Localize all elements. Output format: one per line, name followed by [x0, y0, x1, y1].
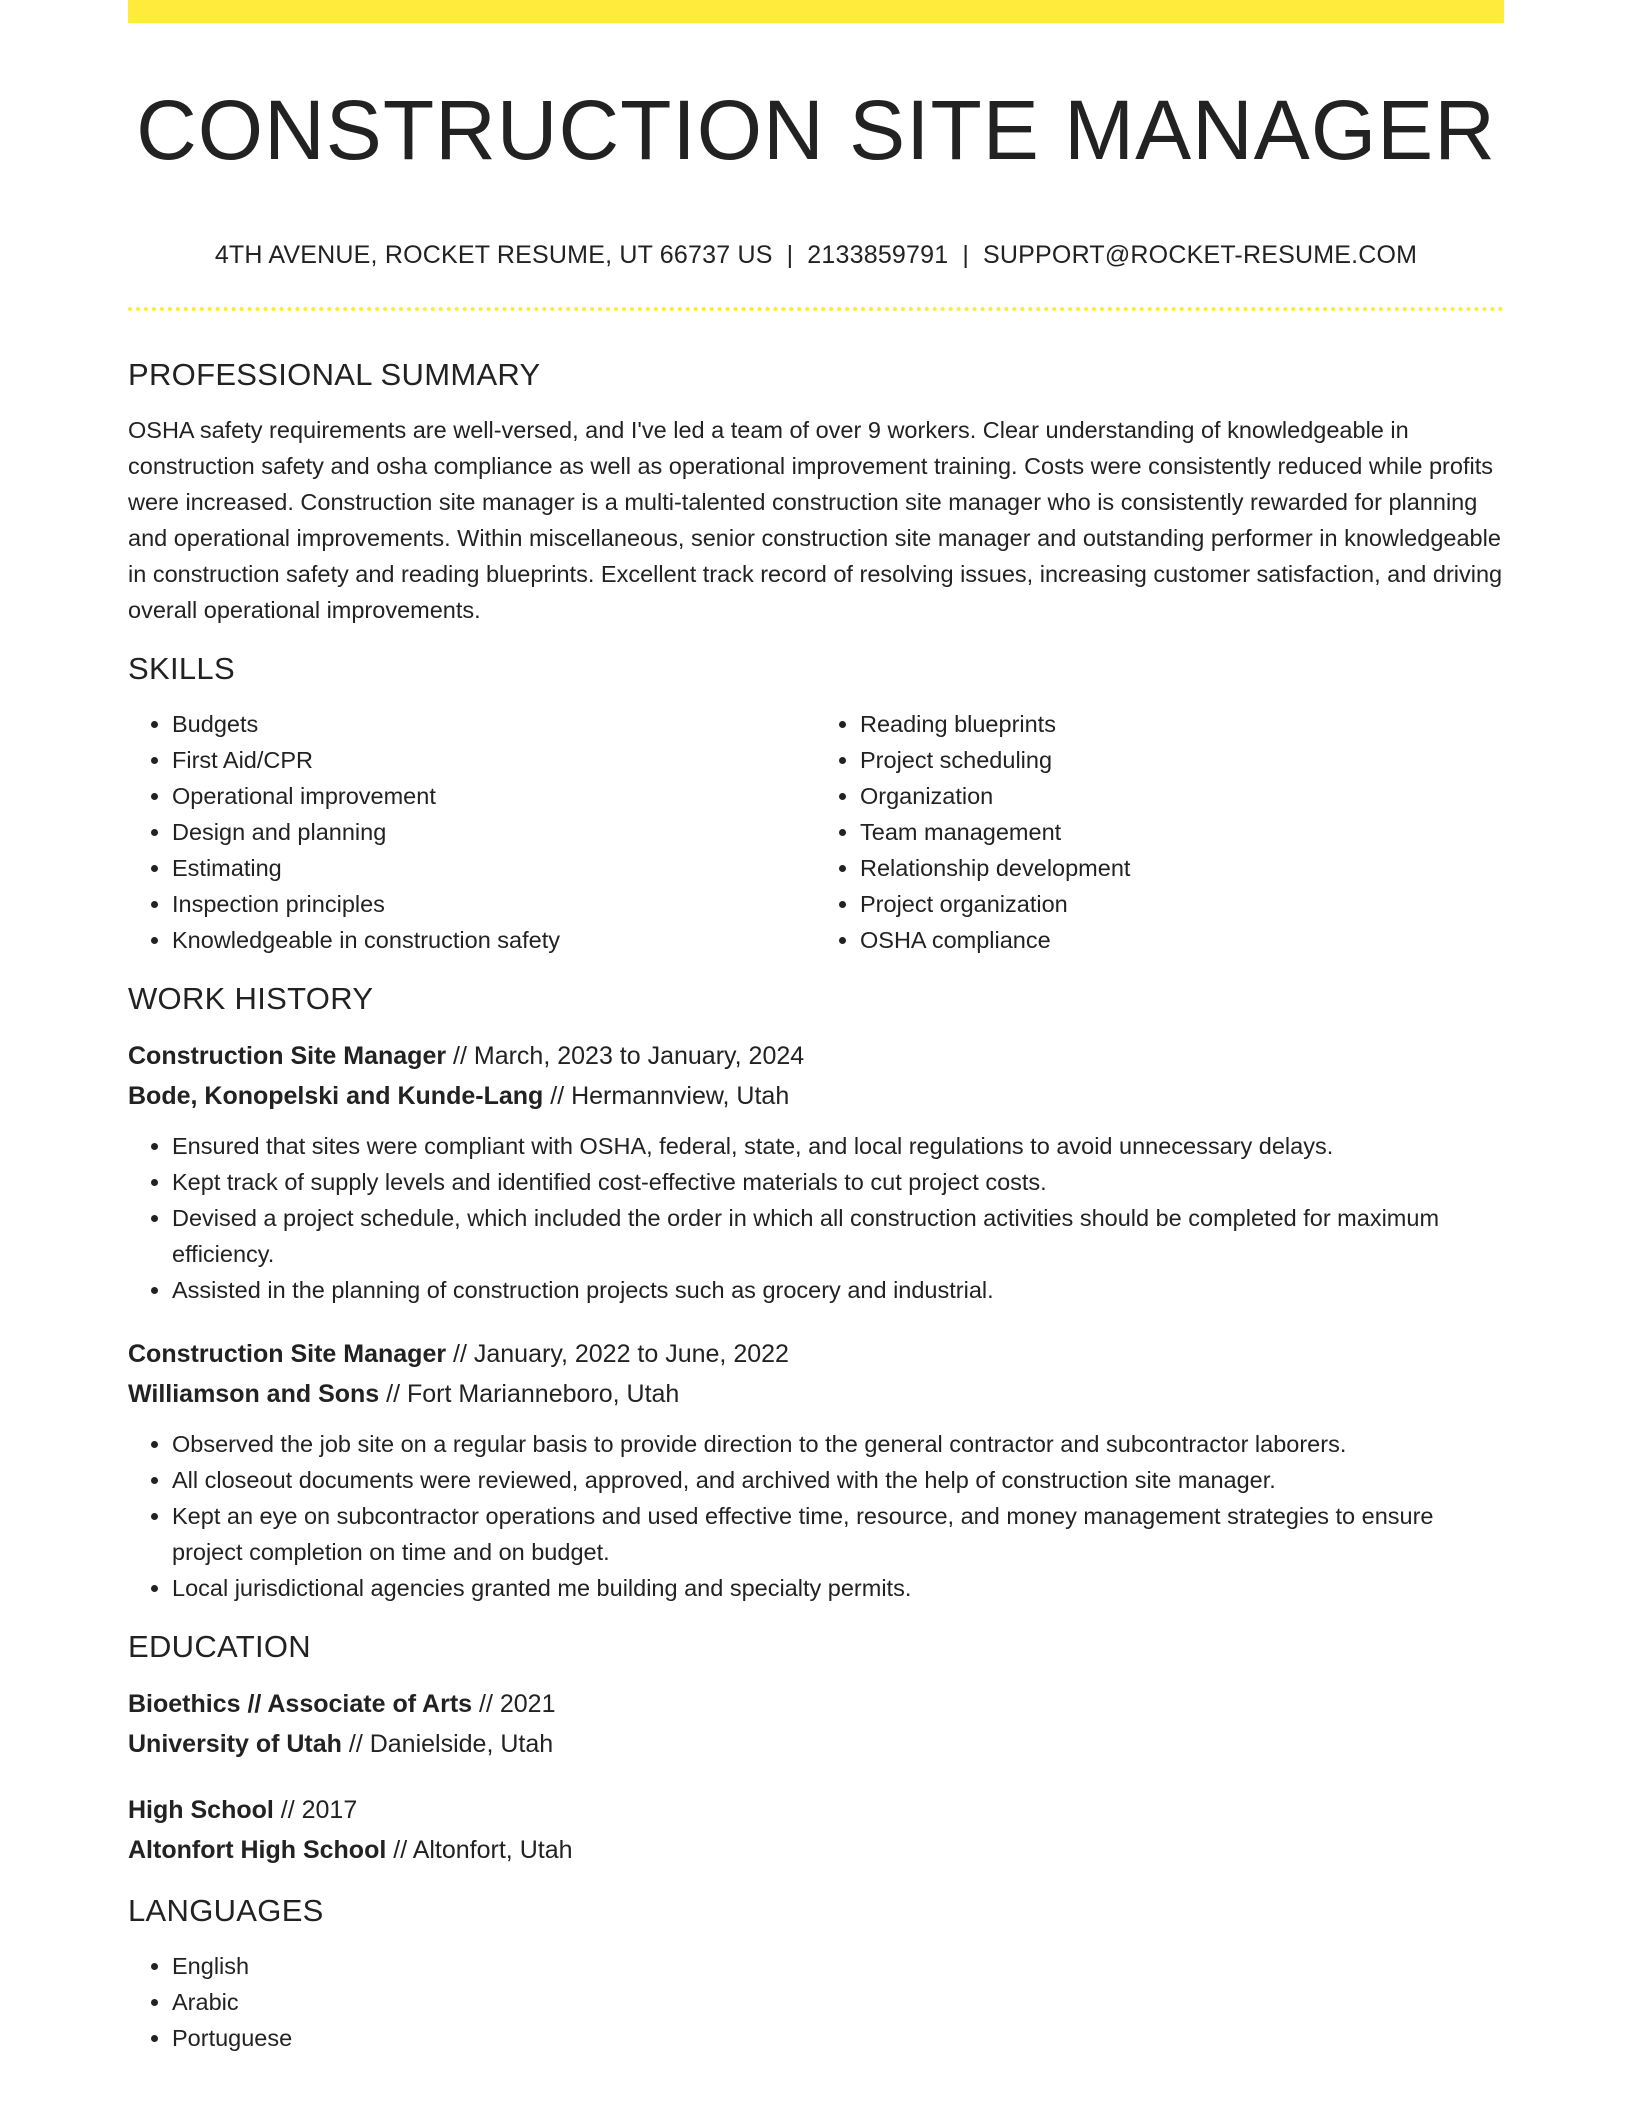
education-degree-line	[128, 1684, 1504, 1724]
skill-item: • Budgets	[172, 706, 816, 742]
job-company-line	[128, 1076, 1504, 1116]
skill-item: • First Aid/CPR	[172, 742, 816, 778]
job-role: Construction Site Manager	[128, 1042, 447, 1070]
job-bullets	[128, 1128, 1504, 1308]
job-entry	[128, 1036, 1504, 1308]
job-bullet: • Kept track of supply levels and identified cost-effective materials to cut project costs.	[172, 1164, 1504, 1200]
job-bullet: • Observed the job site on a regular basis to provide direction to the general contractor and subcontractor laborers.	[172, 1426, 1504, 1462]
education-year: // 2021	[472, 1690, 556, 1718]
skill-item: • Knowledgeable in construction safety	[172, 922, 816, 958]
job-bullet: • Devised a project schedule, which included the order in which all construction activities should be completed for maximum efficiency.	[172, 1200, 1504, 1272]
education-section	[128, 1622, 1504, 1870]
job-entry	[128, 1334, 1504, 1606]
skill-item: • Team management	[860, 814, 1504, 850]
dotted-divider	[128, 307, 1504, 311]
skill-item: • Inspection principles	[172, 886, 816, 922]
job-company: Williamson and Sons	[128, 1380, 380, 1408]
job-bullet: • Assisted in the planning of construction projects such as grocery and industrial.	[172, 1272, 1504, 1308]
skill-item: • Project organization	[860, 886, 1504, 922]
job-company-line	[128, 1374, 1504, 1414]
section-title-summary: PROFESSIONAL SUMMARY	[128, 357, 541, 392]
contact-line	[128, 238, 1504, 272]
job-bullet: • Kept an eye on subcontractor operations and used effective time, resource, and money management strategies to ensure project completion on time and on budget.	[172, 1498, 1504, 1570]
job-company: Bode, Konopelski and Kunde-Lang	[128, 1082, 544, 1110]
education-school: Altonfort High School	[128, 1836, 387, 1864]
accent-bar	[128, 0, 1504, 23]
job-title-line	[128, 1334, 1504, 1374]
job-dates: // March, 2023 to January, 2024	[446, 1042, 805, 1070]
education-year: // 2017	[273, 1796, 358, 1824]
summary-text: OSHA safety requirements are well-versed, and I've led a team of over 9 workers. Clear understanding of knowledgeable in construction safety and osha compliance as well as operational improvement training. Costs were consistently reduced while profits were increased. Construction site manager is a multi-talented construction site manager who is consistently rewarded for planning and operational improvements. Within miscellaneous, senior construction site manager and outstanding performer in knowledgeable in construction safety and reading blueprints. Excellent track record of resolving issues, increasing customer satisfaction, and driving overall operational improvements.	[128, 417, 1503, 623]
skills-list-right	[816, 706, 1504, 958]
language-item: • English	[172, 1948, 1504, 1984]
language-item: • Portuguese	[172, 2020, 1504, 2056]
skill-item: • Reading blueprints	[860, 706, 1504, 742]
job-bullet: • Ensured that sites were compliant with OSHA, federal, state, and local regulations to avoid unnecessary delays.	[172, 1128, 1504, 1164]
skill-item: • Relationship development	[860, 850, 1504, 886]
job-bullet: • Local jurisdictional agencies granted me building and specialty permits.	[172, 1570, 1504, 1606]
education-location: // Danielside, Utah	[341, 1730, 554, 1758]
contact-phone: 2133859791	[807, 241, 949, 269]
job-bullets	[128, 1426, 1504, 1606]
education-degree: Bioethics // Associate of Arts	[128, 1690, 473, 1718]
job-location: // Fort Marianneboro, Utah	[379, 1380, 680, 1408]
skill-item: • OSHA compliance	[860, 922, 1504, 958]
contact-separator: |	[962, 241, 970, 269]
candidate-title: CONSTRUCTION SITE MANAGER	[136, 83, 1496, 177]
education-location: // Altonfort, Utah	[386, 1836, 573, 1864]
skill-item: • Project scheduling	[860, 742, 1504, 778]
skill-item: • Organization	[860, 778, 1504, 814]
skill-item: • Estimating	[172, 850, 816, 886]
skills-list-left	[128, 706, 816, 958]
work-history-section	[128, 974, 1504, 1606]
resume-body	[128, 350, 1504, 2056]
education-school-line	[128, 1830, 1504, 1870]
skills-section	[128, 644, 1504, 958]
section-title-education: EDUCATION	[128, 1629, 311, 1664]
job-role: Construction Site Manager	[128, 1340, 447, 1368]
job-dates: // January, 2022 to June, 2022	[446, 1340, 789, 1368]
education-school: University of Utah	[128, 1730, 342, 1758]
section-title-skills: SKILLS	[128, 651, 235, 686]
languages-section	[128, 1886, 1504, 2056]
summary-section	[128, 350, 1504, 628]
education-degree-line	[128, 1790, 1504, 1830]
skills-columns	[128, 706, 1504, 958]
language-item: • Arabic	[172, 1984, 1504, 2020]
contact-address: 4TH AVENUE, ROCKET RESUME, UT 66737 US	[214, 241, 773, 269]
job-location: // Hermannview, Utah	[543, 1082, 790, 1110]
job-bullet: • All closeout documents were reviewed, approved, and archived with the help of construction site manager.	[172, 1462, 1504, 1498]
skill-item: • Operational improvement	[172, 778, 816, 814]
section-title-work-history: WORK HISTORY	[128, 981, 374, 1016]
education-school-line	[128, 1724, 1504, 1764]
education-degree: High School	[128, 1796, 274, 1824]
contact-separator: |	[786, 241, 794, 269]
education-entry	[128, 1684, 1504, 1764]
education-entry	[128, 1790, 1504, 1870]
skill-item: • Design and planning	[172, 814, 816, 850]
section-title-languages: LANGUAGES	[128, 1893, 324, 1928]
job-title-line	[128, 1036, 1504, 1076]
contact-email[interactable]: SUPPORT@ROCKET-RESUME.COM	[983, 241, 1418, 269]
languages-list	[128, 1948, 1504, 2056]
